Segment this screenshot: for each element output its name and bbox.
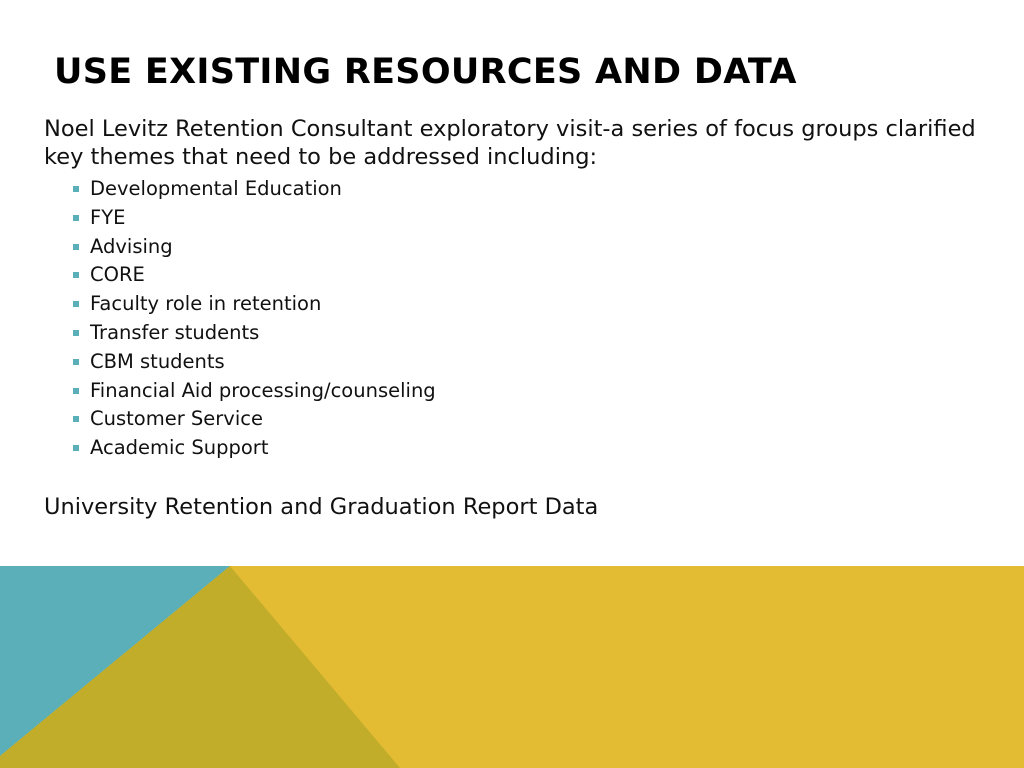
list-item [72, 377, 984, 406]
square-bullet-icon [73, 186, 79, 192]
slide-body [44, 115, 984, 521]
square-bullet-icon [73, 272, 79, 278]
square-bullet-icon [73, 359, 79, 365]
list-item-text: FYE [90, 205, 126, 229]
list-item [72, 319, 984, 348]
square-bullet-icon [73, 416, 79, 422]
square-bullet-icon [73, 244, 79, 250]
list-item [72, 233, 984, 262]
list-item-text: Academic Support [90, 436, 269, 460]
list-item [72, 434, 984, 463]
list-item-text: Transfer students [90, 320, 260, 344]
list-item-text: Developmental Education [90, 177, 342, 200]
theme-list [44, 175, 984, 463]
list-item [72, 290, 984, 319]
list-item-text: Faculty role in retention [90, 292, 322, 316]
decorative-footer-band [0, 566, 1024, 768]
list-item [72, 175, 984, 204]
list-item-text: CORE [90, 263, 145, 287]
intro-paragraph: Noel Levitz Retention Consultant exploratory visit-a series of focus groups clarified key themes that need to be addressed including: [44, 116, 976, 170]
list-item-text: Customer Service [90, 407, 263, 431]
list-item-text: Financial Aid processing/counseling [90, 378, 436, 402]
list-item-text: Advising [90, 234, 173, 258]
slide-title: USE EXISTING RESOURCES AND DATA [54, 52, 797, 92]
square-bullet-icon [73, 388, 79, 394]
square-bullet-icon [73, 330, 79, 336]
list-item-text: CBM students [90, 349, 225, 373]
list-item [72, 204, 984, 233]
square-bullet-icon [73, 445, 79, 451]
closing-paragraph: University Retention and Graduation Report Data [44, 493, 599, 520]
square-bullet-icon [73, 215, 79, 221]
list-item [72, 405, 984, 434]
square-bullet-icon [73, 301, 79, 307]
list-item [72, 348, 984, 377]
list-item [72, 261, 984, 290]
